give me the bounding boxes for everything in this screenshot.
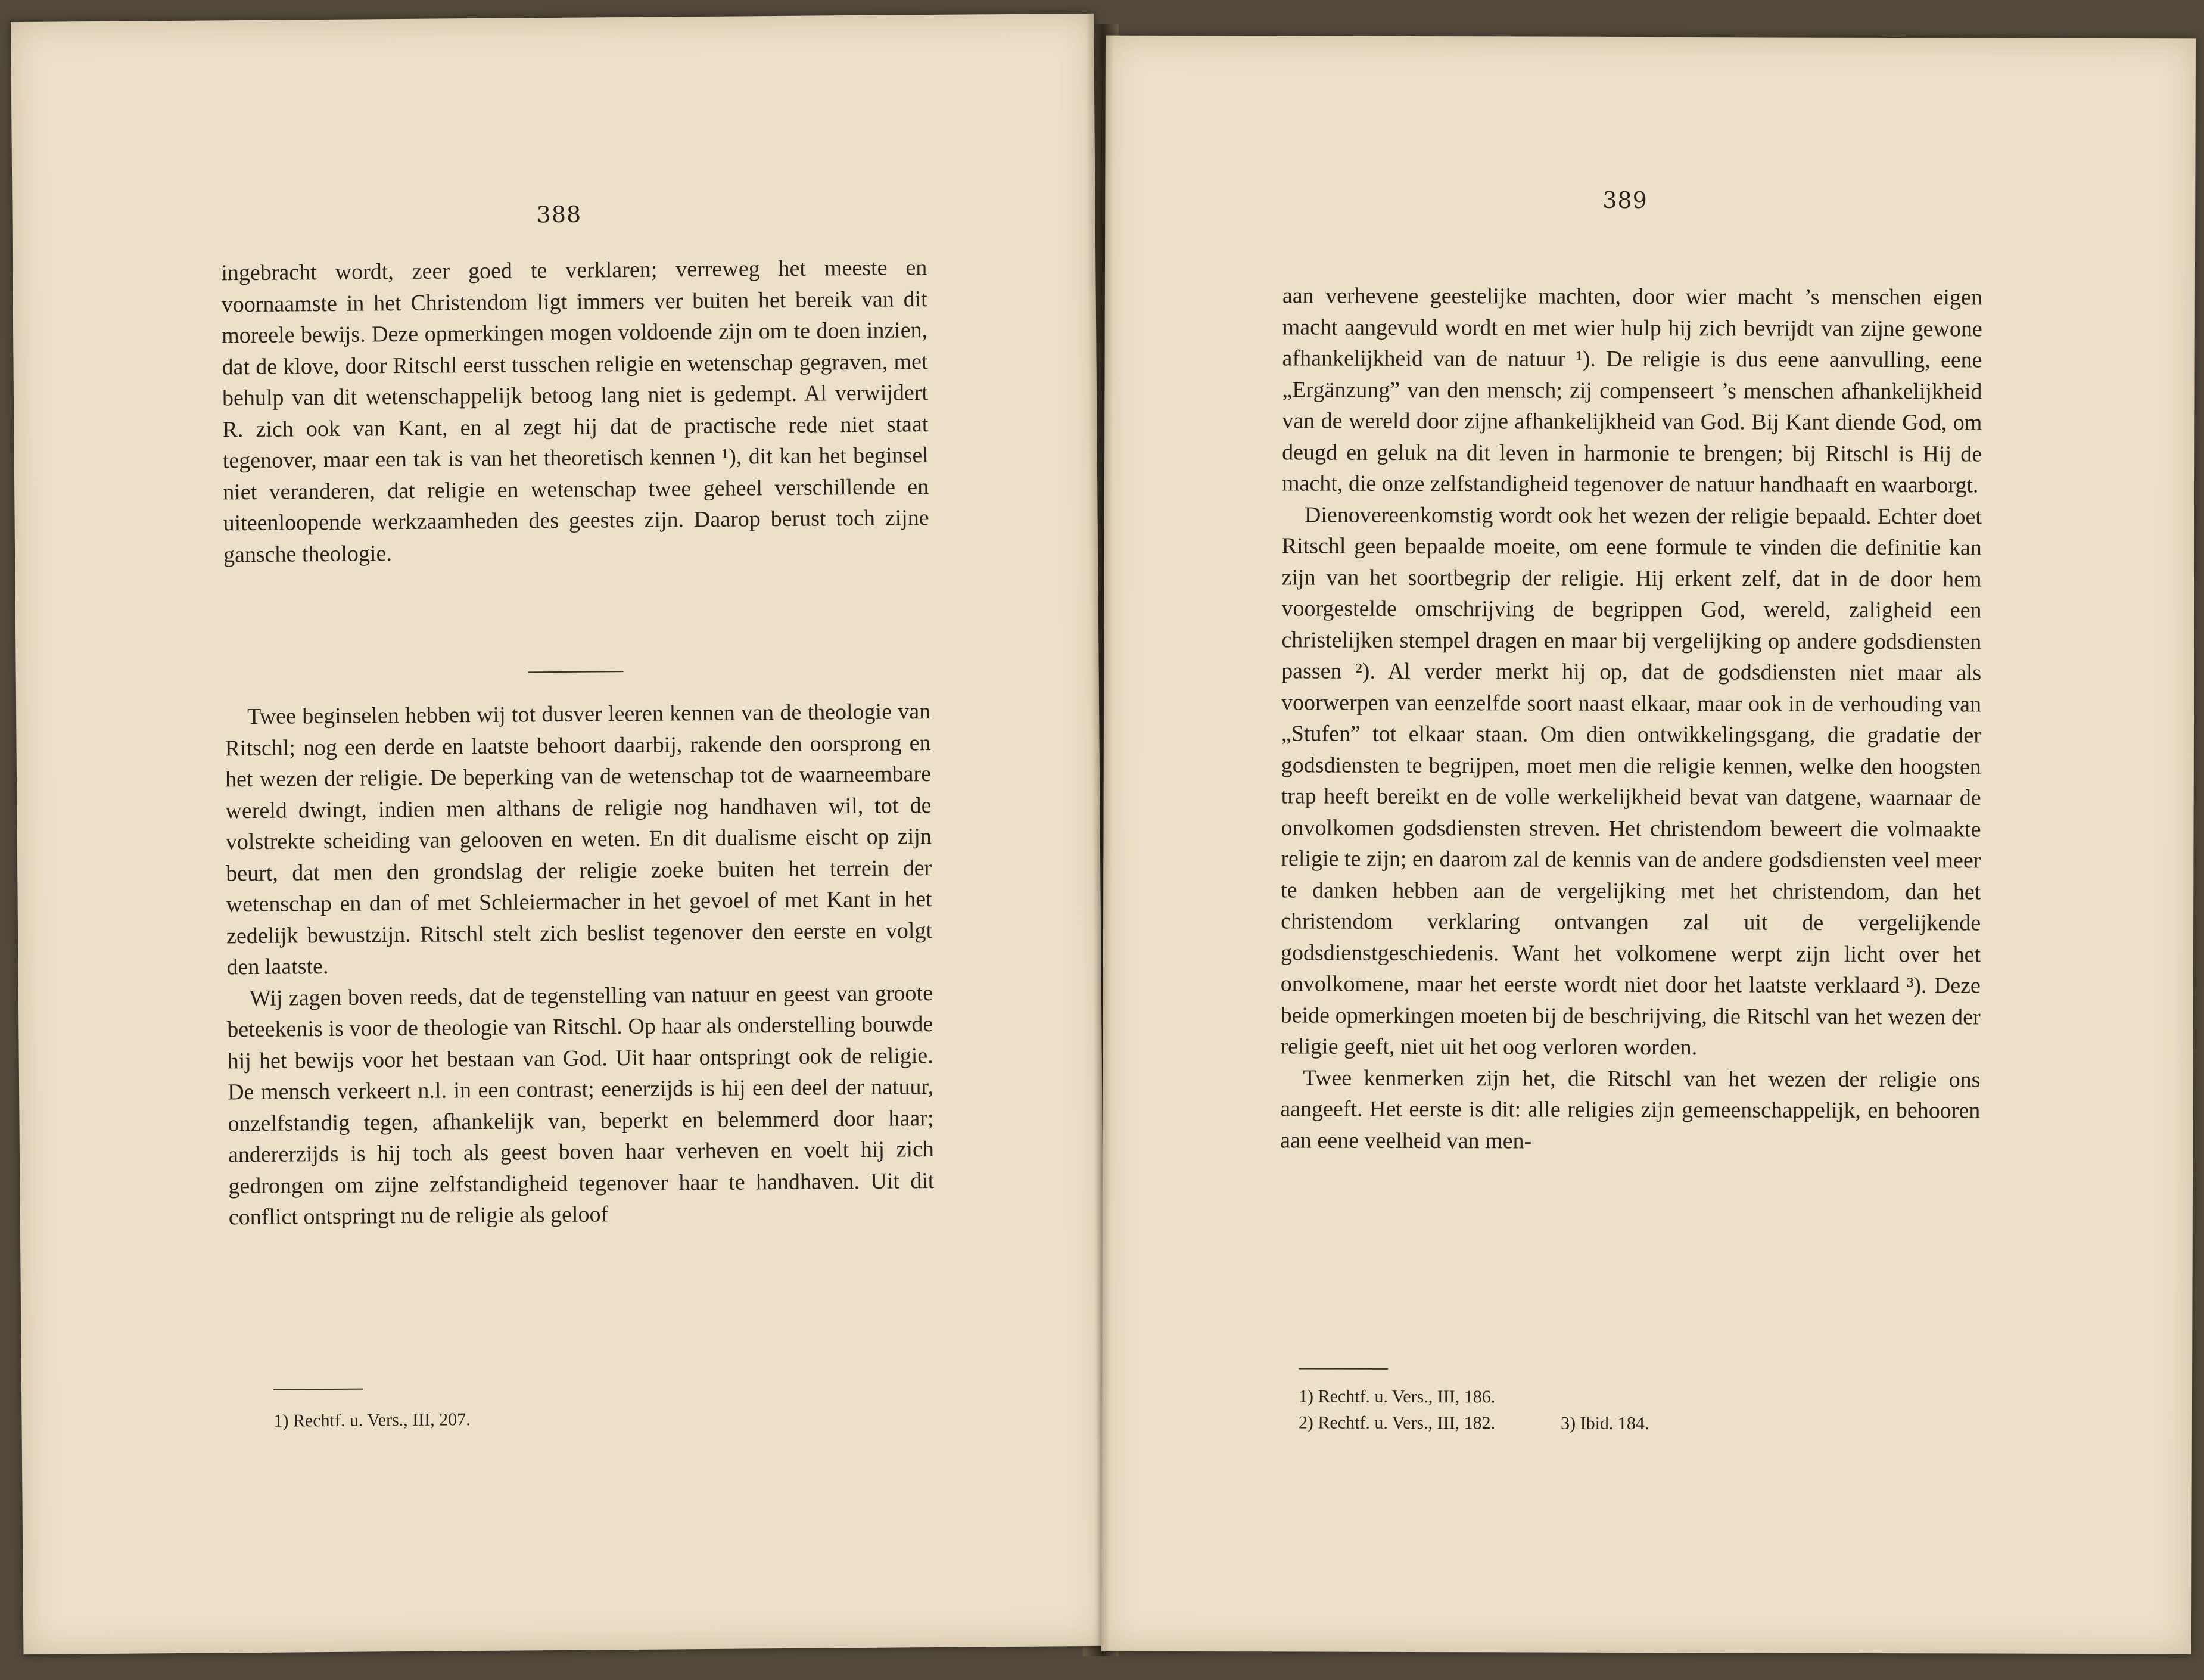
footnotes <box>273 1407 471 1435</box>
footnote: 3) Ibid. 184. <box>1561 1413 1649 1434</box>
page-number: 388 <box>536 201 582 228</box>
right-page <box>1101 36 2196 1654</box>
text-block <box>1280 280 1982 1158</box>
text-block-top <box>221 252 929 570</box>
footnote: 2) Rechtf. u. Vers., III, 182. <box>1298 1413 1496 1433</box>
page-number: 389 <box>1602 186 1648 213</box>
paragraph: Wij zagen boven reeds, dat de tegenstelling van natuur en geest van groote beteekenis is voor de theologie van Ritschl. Op haar als onderstelling bouwde hij het bewijs voor het bestaan van God. Uit haar ontspringt ook de religie. De mensch verkeert n.l. in een contrast; eenerzijds is hij een deel der natuur, onzelfstandig tegen, afhankelijk van, beperkt en belemmerd door haar; andererzijds is hij toch als geest boven haar verheven en voelt hij zich gedrongen om zijne zelfstandigheid tegenover haar te handhaven. Uit dit conflict ontspringt nu de religie als geloof <box>227 980 935 1230</box>
paragraph: Dienovereenkomstig wordt ook het wezen der religie bepaald. Echter doet Ritschl geen bepaalde moeite, om eene formule te vinden die definitie kan zijn van het soortbegrip der religie. Hij erkent zelf, dat in de door hem voorgestelde omschrijving de begrippen God, wereld, zaligheid een christelijken stempel dragen en maar bij vergelijking op andere godsdiensten passen ²). Al verder merkt hij op, dat de godsdiensten niet maar als voorwerpen van eenzelfde soort naast elkaar, maar ook in de verhouding van „Stufen” tot elkaar staan. Om dien ontwikkelingsgang, die gradatie der godsdiensten te begrijpen, moet men die religie kennen, welke den hoogsten trap heeft bereikt en de volle werkelijkheid bevat van datgene, waarnaar de onvolkomen godsdiensten streven. Het christendom beweert die volmaakte religie te zijn; en daarom zal de kennis van de andere godsdiensten veel meer te danken hebben aan de vergelijking met het christendom, dan het christendom verklaring ontvangen zal uit de vergelijkende godsdienstgeschiedenis. Want het volkomene werpt zijn licht over het onvolkomene, maar het eerste wordt niet door het laatste verklaard ³). Deze beide opmerkingen moeten bij de beschrijving, die Ritschl van het wezen der religie geeft, niet uit het oog verloren worden. <box>1280 502 1982 1060</box>
paragraph: aan verhevene geestelijke machten, door wier macht ’s menschen eigen macht aangevuld wordt en met wier hulp hij zich bevrijdt van zijne gewone afhankelijkheid van de natuur ¹). De religie is dus eene aanvulling, eene „Ergänzung” van den mensch; zij compenseert ’s menschen afhankelijkheid van de wereld door zijne afhankelijkheid van God. Bij Kant diende God, om deugd en geluk na dit leven in harmonie te brengen; bij Ritschl is Hij de macht, die onze zelfstandigheid tegenover de natuur handhaaft en waarborgt. <box>1281 283 1982 498</box>
paragraph: ingebracht wordt, zeer goed te verklaren; verreweg het meeste en voornaamste in het Christendom ligt immers ver buiten het bereik van dit moreele bewijs. Deze opmerkingen mogen voldoende zijn om te doen inzien, dat de klove, door Ritschl eerst tusschen religie en wetenschap gegraven, met behulp van dit wetenschappelijk betoog lang niet is gedempt. Al verwijdert R. zich ook van Kant, en al zegt hij dat de practische rede niet staat tegenover, maar een tak is van het theoretisch kennen ¹), dit kan het beginsel niet veranderen, dat religie en wetenschap twee geheel verschillende en uiteenloopende werkzaamheden des geestes zijn. Daarop berust toch zijne gansche theologie. <box>221 255 929 567</box>
footnote: 1) Rechtf. u. Vers., III, 186. <box>1298 1386 1496 1407</box>
footnote: 1) Rechtf. u. Vers., III, 207. <box>273 1410 471 1431</box>
section-separator <box>528 671 624 673</box>
paragraph: Twee kenmerken zijn het, die Ritschl van het wezen der religie ons aangeeft. Het eerste is dit: alle religies zijn gemeenschappelijk, en behooren aan eene veelheid van men- <box>1280 1065 1981 1153</box>
footnote-rule <box>1299 1368 1388 1369</box>
left-page <box>11 14 1106 1654</box>
paragraph: Twee beginselen hebben wij tot dusver leeren kennen van de theologie van Ritschl; nog een derde en laatste behoort daarbij, rakende den oorsprong en het wezen der religie. De beperking van de wetenschap tot de waarneembare wereld dwingt, indien men althans de religie nog handhaven wil, tot de volstrekte scheiding van gelooven en weten. En dit dualisme eischt op zijn beurt, dat men den grondslag der religie zoeke buiten het terrein der wetenschap en dan of met Schleiermacher in het gevoel of met Kant in het zedelijk bewustzijn. Ritschl stelt zich beslist tegenover den eerste en volgt den laatste. <box>225 699 933 980</box>
footnote-rule <box>273 1389 363 1390</box>
footnote-row <box>1299 1410 1649 1437</box>
footnotes <box>1299 1383 1649 1437</box>
text-block-bottom <box>225 696 935 1233</box>
